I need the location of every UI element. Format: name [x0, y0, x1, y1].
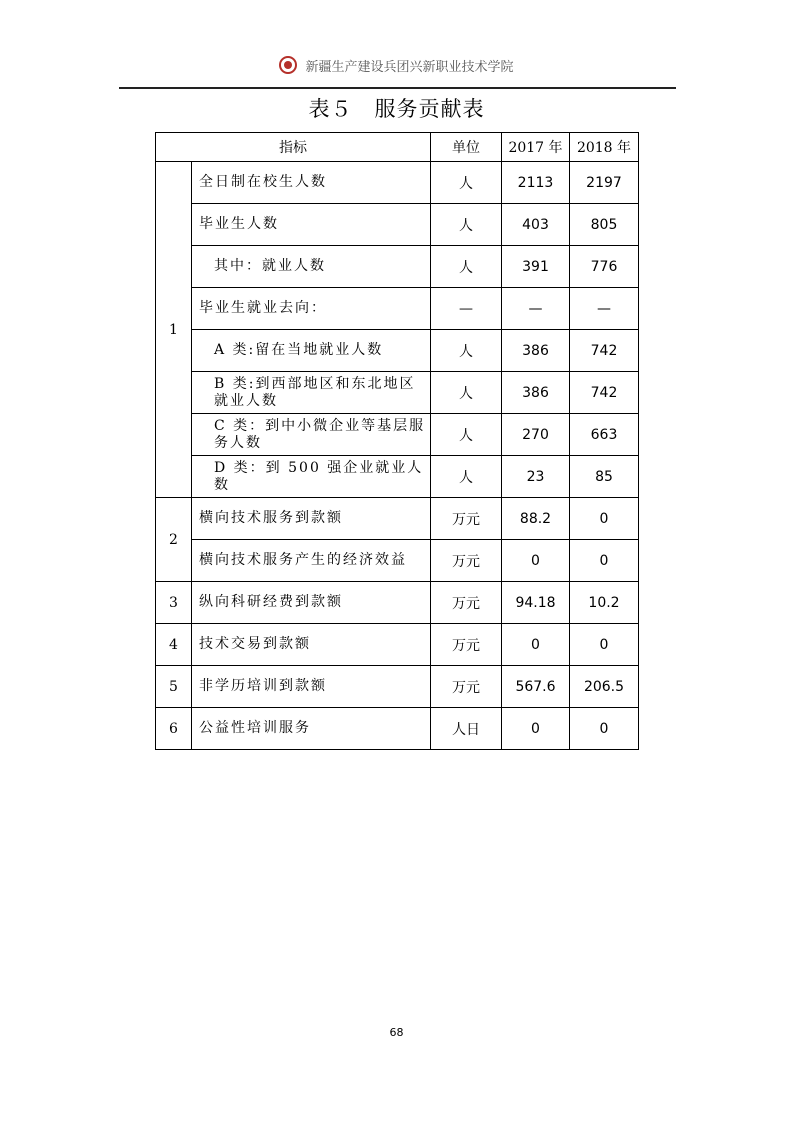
row-indicator: 其中：就业人数	[192, 246, 431, 288]
row-indicator: 技术交易到款额	[192, 624, 431, 666]
row-2017: 94.18	[502, 582, 570, 624]
row-indicator: 横向技术服务产生的经济效益	[192, 540, 431, 582]
row-indicator: 毕业生人数	[192, 204, 431, 246]
row-indicator: 全日制在校生人数	[192, 162, 431, 204]
row-2018: 0	[570, 708, 639, 750]
row-indicator: 非学历培训到款额	[192, 666, 431, 708]
row-2018: —	[570, 288, 639, 330]
row-unit: 人日	[431, 708, 502, 750]
table-row	[156, 204, 639, 246]
row-number: 3	[156, 582, 192, 624]
table-row	[156, 372, 639, 414]
row-indicator: 毕业生就业去向：	[192, 288, 431, 330]
header-divider	[119, 87, 676, 89]
header-unit: 单位	[431, 133, 502, 162]
table-title: 表５ 服务贡献表	[308, 97, 485, 121]
page-header	[0, 52, 793, 78]
row-unit: 人	[431, 372, 502, 414]
header-2017: 2017 年	[502, 133, 570, 162]
row-indicator: A 类:留在当地就业人数	[192, 330, 431, 372]
row-indicator: D 类：到 500 强企业就业人数	[192, 456, 431, 498]
row-2017: 23	[502, 456, 570, 498]
row-indicator: 纵向科研经费到款额	[192, 582, 431, 624]
row-2017: 88.2	[502, 498, 570, 540]
row-indicator: 横向技术服务到款额	[192, 498, 431, 540]
table-row	[156, 288, 639, 330]
row-2018: 2197	[570, 162, 639, 204]
row-2017: 567.6	[502, 666, 570, 708]
row-indicator: C 类：到中小微企业等基层服务人数	[192, 414, 431, 456]
row-unit: 人	[431, 456, 502, 498]
header-indicator: 指标	[156, 133, 431, 162]
row-2018: 85	[570, 456, 639, 498]
table-row	[156, 414, 639, 456]
row-number: 2	[156, 498, 192, 582]
table-row	[156, 582, 639, 624]
table-row	[156, 666, 639, 708]
row-unit: 万元	[431, 624, 502, 666]
table-header-row	[156, 133, 639, 162]
row-2017: 270	[502, 414, 570, 456]
row-2018: 663	[570, 414, 639, 456]
row-number: 1	[156, 162, 192, 498]
table-row	[156, 330, 639, 372]
row-2017: —	[502, 288, 570, 330]
row-2017: 386	[502, 330, 570, 372]
row-2017: 0	[502, 540, 570, 582]
table-row	[156, 540, 639, 582]
row-unit: 万元	[431, 540, 502, 582]
row-2018: 206.5	[570, 666, 639, 708]
page-number: 68	[389, 1026, 404, 1039]
row-2017: 386	[502, 372, 570, 414]
row-2018: 0	[570, 624, 639, 666]
row-2017: 391	[502, 246, 570, 288]
row-2018: 776	[570, 246, 639, 288]
row-2018: 742	[570, 372, 639, 414]
college-logo-icon	[279, 56, 297, 74]
row-unit: 人	[431, 246, 502, 288]
header-2018: 2018 年	[570, 133, 639, 162]
row-number: 5	[156, 666, 192, 708]
row-2017: 2113	[502, 162, 570, 204]
row-2017: 0	[502, 708, 570, 750]
row-number: 4	[156, 624, 192, 666]
table-row	[156, 624, 639, 666]
row-2017: 403	[502, 204, 570, 246]
row-2018: 805	[570, 204, 639, 246]
row-2018: 742	[570, 330, 639, 372]
row-unit: 人	[431, 330, 502, 372]
row-2018: 10.2	[570, 582, 639, 624]
row-unit: 人	[431, 162, 502, 204]
row-unit: 万元	[431, 582, 502, 624]
table-row	[156, 498, 639, 540]
row-indicator: B 类:到西部地区和东北地区就业人数	[192, 372, 431, 414]
row-unit: 人	[431, 414, 502, 456]
table-row	[156, 162, 639, 204]
row-unit: —	[431, 288, 502, 330]
row-2018: 0	[570, 540, 639, 582]
row-number: 6	[156, 708, 192, 750]
table-row	[156, 708, 639, 750]
table-row	[156, 456, 639, 498]
row-2018: 0	[570, 498, 639, 540]
row-unit: 人	[431, 204, 502, 246]
service-contribution-table	[155, 132, 639, 750]
row-indicator: 公益性培训服务	[192, 708, 431, 750]
header-org-name: 新疆生产建设兵团兴新职业技术学院	[305, 59, 514, 75]
table-row	[156, 246, 639, 288]
row-unit: 万元	[431, 666, 502, 708]
row-unit: 万元	[431, 498, 502, 540]
row-2017: 0	[502, 624, 570, 666]
